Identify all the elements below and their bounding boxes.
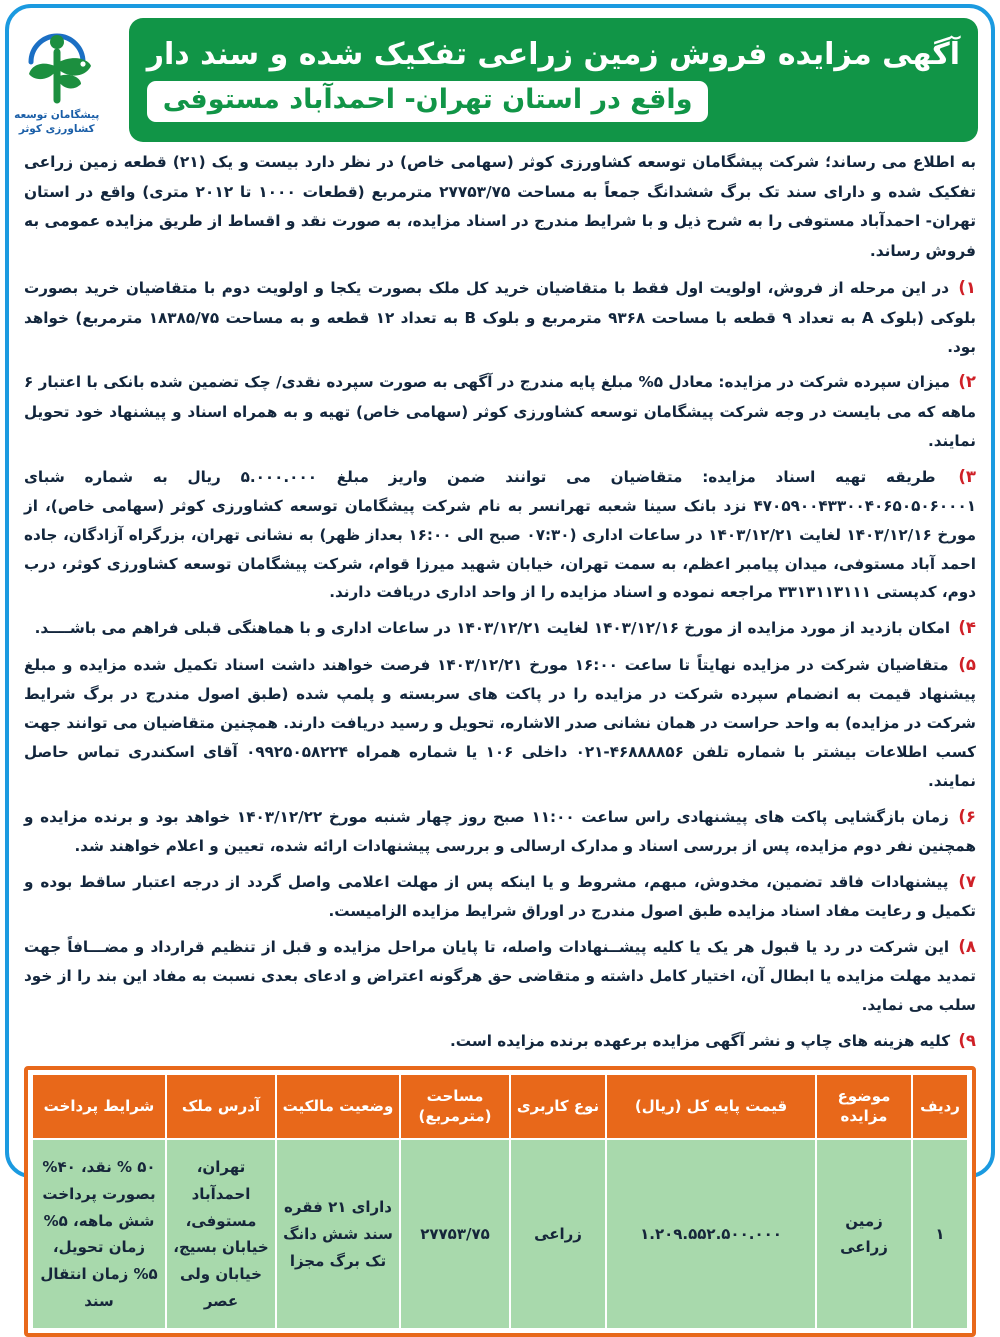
table-column-header-3: نوع کاربری <box>510 1074 606 1139</box>
table-column-header-1: موضوع مزایده <box>816 1074 912 1139</box>
clause-7 <box>24 866 976 926</box>
clause-5 <box>24 649 976 796</box>
clause-text: در این مرحله از فروش، اولویت اول فقط با متقاضیان خرید کل ملک بصورت یکجا و اولویت دوم با متقاضیان خرید بصورت بلوکی (بلوک A به تعداد ۹ قطعه با مساحت ۹۳۶۸ مترمربع و بلوک B به تعداد ۱۲ قطعه و به مساحت ۱۸۳۸۵/۷۵ مترمربع) خواهد بود. <box>24 279 976 356</box>
logo-caption <box>14 109 99 137</box>
clause-2 <box>24 366 976 455</box>
clause-number: ۱) <box>958 278 976 298</box>
table-cell-base-price: ۱.۲۰۹.۵۵۲.۵۰۰.۰۰۰ <box>606 1139 816 1329</box>
clause-text: متقاضیان می توانند ضمن واریز مبلغ ۵.۰۰۰.۰۰۰ ریال به شماره شبای ۴۷۰۵۹۰۰۴۳۳۰۰۴۰۶۵۰۵۰۶۰۰۰۱ نزد بانک سینا شعبه تهرانسر به نام شرکت پیشگامان توسعه کشاورزی کوثر (سهامی خاص)، از مورخ ۱۴۰۳/۱۲/۱۶ لغایت ۱۴۰۳/۱۲/۲۱ در ساعات اداری (۰۷:۳۰ صبح الی ۱۶:۰۰ بعداز ظهر) به نشانی تهران، بزرگراه آزادگان، جاده احمد آباد مستوفی، میدان پیامبر اعظم، به سمت تهران، خیابان شهید میرزا قوام، شرکت پیشگامان توسعه کشاورزی کوثر، درب دوم، کدپستی ۳۳۱۳۱۱۳۱۱۱ مراجعه نموده و اسناد مزایده را از واحد اداری دریافت دارند. <box>24 467 976 602</box>
clause-3 <box>24 461 976 608</box>
document-header <box>14 18 978 142</box>
table-header-row <box>32 1074 968 1139</box>
intro-section <box>24 148 976 266</box>
clause-6 <box>24 801 976 861</box>
table-row <box>32 1139 968 1329</box>
clause-8 <box>24 931 976 1020</box>
clause-text: معادل ۵% مبلغ پایه مندرج در آگهی به صورت سپرده نقدی/ چک تضمین شده بانکی با اعتبار ۶ ماهه که می بایست در وجه شرکت پیشگامان توسعه کشاورزی کوثر (سهامی خاص) تهیه و به همراه اسناد و پیشنهاد خود تحویل نمایند. <box>24 373 976 450</box>
table-cell-radif: ۱ <box>912 1139 968 1329</box>
clause-9 <box>24 1025 976 1056</box>
auction-details-table <box>31 1073 969 1330</box>
page-subtitle-box <box>147 81 709 122</box>
clause-text: کلیه هزینه های چاپ و نشر آگهی مزایده برعهده برنده مزایده است. <box>449 1032 956 1051</box>
clause-lead: طریقه تهیه اسناد مزایده: <box>682 467 956 486</box>
intro-paragraph: به اطلاع می رساند؛ شرکت پیشگامان توسعه کشاورزی کوثر (سهامی خاص) در نظر دارد بیست و یک (۲۱) قطعه زمین زراعی تفکیک شده و دارای سند تک برگ ششدانگ جمعاً به مساحت ۲۷۷۵۳/۷۵ مترمربع (قطعات ۱۰۰۰ تا ۲۰۱۲ متری) واقع در استان تهران- احمدآباد مستوفی را به شرح ذیل و با شرایط مندرج در اسناد مزایده، به صورت نقد و اقساط از طریق مزایده عمومی به فروش رساند. <box>24 153 976 260</box>
table-column-header-2: قیمت پایه کل (ریال) <box>606 1074 816 1139</box>
table-cell-subject: زمین زراعی <box>816 1139 912 1329</box>
clause-lead: میزان سپرده شرکت در مزایده: <box>713 373 956 392</box>
company-logo <box>0 18 119 142</box>
page-subtitle: واقع در استان تهران- احمدآباد مستوفی <box>162 83 693 115</box>
table-column-header-7: شرایط پرداخت <box>32 1074 166 1139</box>
table-column-header-0: ردیف <box>912 1074 968 1139</box>
clause-number: ۷) <box>958 871 976 891</box>
clause-1 <box>24 272 976 361</box>
table-column-header-4: مساحت (مترمربع) <box>400 1074 510 1139</box>
table-column-header-6: آدرس ملک <box>166 1074 276 1139</box>
clause-number: ۶) <box>958 806 976 826</box>
clause-text: امکان بازدید از مورد مزایده از مورخ ۱۴۰۳/۱۲/۱۶ لغایت ۱۴۰۳/۱۲/۲۱ در ساعات اداری و با هماهنگی قبلی فراهم می باشــــد. <box>34 619 956 638</box>
logo-caption-line-2: کشاورزی کوثر <box>18 122 95 135</box>
table-column-header-5: وضعیت مالکیت <box>276 1074 400 1139</box>
clause-number: ۴) <box>958 618 976 638</box>
clause-number: ۹) <box>958 1031 976 1051</box>
clauses-section <box>24 272 976 1056</box>
clause-text: متقاضیان شرکت در مزایده نهایتاً تا ساعت ۱۶:۰۰ مورخ ۱۴۰۳/۱۲/۲۱ فرصت خواهند داشت اسناد تکمیل شده مزایده و مبلغ پیشنهاد قیمت به انضمام سپرده شرکت در مزایده را در پاکت های سربسته و پلمپ شده (طبق اصول مندرج در برگ شرایط شرکت در مزایده) به واحد حراست در همان نشانی صدر الاشاره، تحویل و رسید دریافت دارند. همچنین متقاضیان می توانند جهت کسب اطلاعات بیشتر با شماره تلفن ۴۶۸۸۸۸۵۶-۰۲۱ داخلی ۱۰۶ یا شماره همراه ۰۹۹۲۵۰۵۸۲۲۴ آقای اسکندری تماس حاصل نمایند. <box>24 655 976 790</box>
clause-number: ۸) <box>958 936 976 956</box>
clause-number: ۵) <box>958 654 976 674</box>
page-content <box>6 6 994 1310</box>
table-cell-address: تهران، احمدآباد مستوفی، خیابان بسیج، خیابان ولی عصر <box>166 1139 276 1329</box>
clause-text: زمان بازگشایی پاکت های پیشنهادی راس ساعت ۱۱:۰۰ صبح روز چهار شنبه مورخ ۱۴۰۳/۱۲/۲۲ خواهد بود و برنده مزایده و همچنین نفر دوم مزایده، پس از بررسی اسناد و مدارک ارسالی و بررسی پیشنهادات ارائه شده، تعیین و اعلام خواهند شد. <box>24 807 976 855</box>
clause-text: پیشنهادات فاقد تضمین، مخدوش، مبهم، مشروط و یا اینکه پس از مهلت اعلامی واصل گردد از درجه اعتبار ساقط بوده و تکمیل و رعایت مفاد اسناد مزایده طبق اصول مندرج در اوراق شرایط مزایده الزامیست. <box>24 872 976 921</box>
plant-leaf-logo-icon <box>11 22 103 108</box>
clause-4 <box>24 612 976 643</box>
table-cell-payment-terms: ۵۰ % نقد، ۴۰% بصورت پرداخت شش ماهه، ۵% زمان تحویل، ۵% زمان انتقال سند <box>32 1139 166 1329</box>
clause-text: این شرکت در رد یا قبول هر یک یا کلیه پیشــنهادات واصله، تا پایان مراحل مزایده و قبل از تنظیم قرارداد و مضـــافاً جهت تمدید مهلت مزایده یا ابطال آن، اختیار کامل داشته و متقاضی حق هرگونه اعتراض و ادعای بعدی نسبت به مفاد این بند را از خود سلب می نماید. <box>24 937 976 1015</box>
clause-number: ۳) <box>958 466 976 486</box>
logo-caption-line-1: پیشگامان توسعه <box>14 109 100 121</box>
page-title: آگهی مزایده فروش زمین زراعی تفکیک شده و سند دار <box>146 37 960 73</box>
clause-number: ۲) <box>958 372 976 392</box>
auction-details-table-wrapper <box>24 1066 976 1337</box>
header-green-banner <box>129 18 978 142</box>
table-header <box>32 1074 968 1139</box>
table-cell-area: ۲۷۷۵۳/۷۵ <box>400 1139 510 1329</box>
table-body <box>32 1139 968 1329</box>
table-cell-ownership: دارای ۲۱ فقره سند شش دانگ تک برگ مجزا <box>276 1139 400 1329</box>
table-cell-usage: زراعی <box>510 1139 606 1329</box>
